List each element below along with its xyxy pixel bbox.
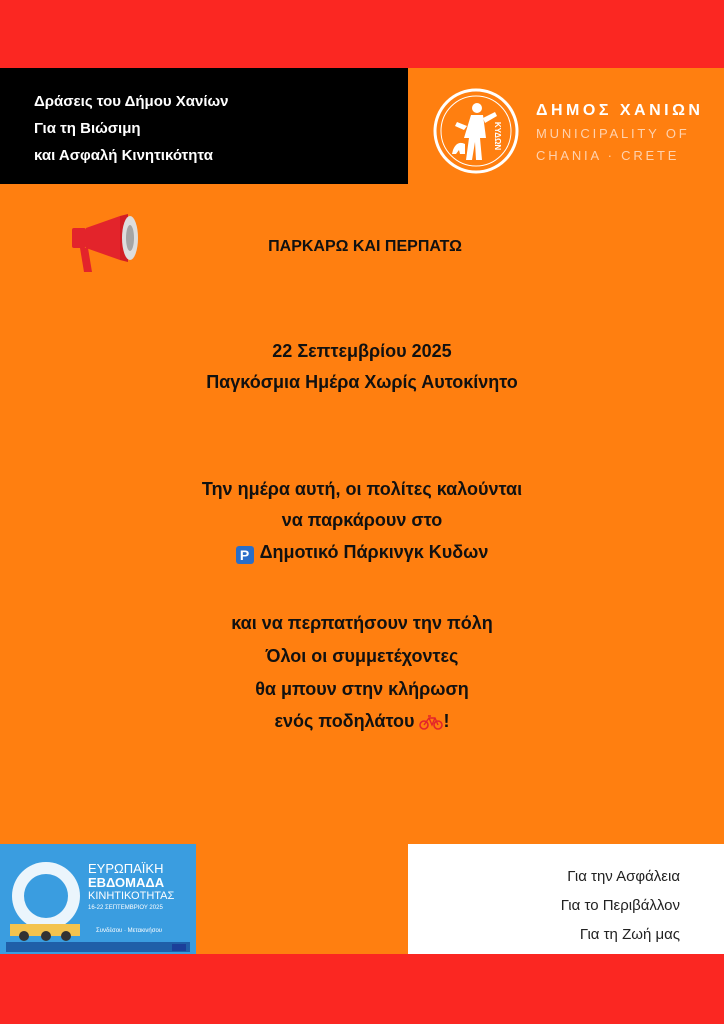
header-box xyxy=(0,68,408,184)
event-date: 22 Σεπτεμβρίου 2025 xyxy=(272,341,452,361)
banner-footer: Συνδέσου · Μετακινήσου xyxy=(96,928,163,934)
svg-text:ΚΥΔΩΝ: ΚΥΔΩΝ xyxy=(493,121,502,151)
body-line-7 xyxy=(0,711,724,732)
body-line-4: και να περπατήσουν την πόλη xyxy=(231,613,493,633)
body-line-1: Την ημέρα αυτή, οι πολίτες καλούνται xyxy=(201,479,523,499)
logo-subtitle-1: MUNICIPALITY OF xyxy=(536,126,690,141)
banner-dates: 16-22 ΣΕΠΤΕΜΒΡΙΟΥ 2025 xyxy=(88,905,163,911)
bottom-red-band xyxy=(0,954,724,1024)
banner-line-1: ΕΥΡΩΠΑΪΚΗ xyxy=(88,861,164,876)
municipality-logo xyxy=(428,84,718,180)
megaphone-icon xyxy=(70,214,142,276)
parking-name: Δημοτικό Πάρκινγκ Κυδων xyxy=(259,542,489,562)
logo-title-greek: ΔΗΜΟΣ ΧΑΝΙΩΝ xyxy=(536,102,704,119)
header-line-2: Για τη Βιώσιμη xyxy=(34,120,141,137)
bicycle-text: ενός ποδηλάτου xyxy=(274,711,415,731)
exclamation: ! xyxy=(443,711,450,731)
slogans-box xyxy=(408,844,724,954)
top-red-band xyxy=(0,0,724,68)
slogan-1: Για την Ασφάλεια xyxy=(567,868,680,885)
logo-subtitle-2: CHANIA · CRETE xyxy=(536,148,680,163)
mobility-week-banner xyxy=(0,844,196,954)
header-line-1: Δράσεις του Δήμου Χανίων xyxy=(34,93,229,110)
slogan-3: Για τη Ζωή μας xyxy=(579,926,680,943)
announcement-title: ΠΑΡΚΑΡΩ ΚΑΙ ΠΕΡΠΑΤΩ xyxy=(268,238,462,255)
banner-line-3: ΚΙΝΗΤΙΚΟΤΗΤΑΣ xyxy=(88,890,175,902)
body-line-5: Όλοι οι συμμετέχοντες xyxy=(265,646,459,666)
municipality-emblem xyxy=(431,86,521,176)
slogan-2: Για το Περιβάλλον xyxy=(560,897,680,914)
body-line-6: θα μπουν στην κλήρωση xyxy=(255,679,469,699)
parking-icon: P xyxy=(236,546,254,564)
event-name: Παγκόσμια Ημέρα Χωρίς Αυτοκίνητο xyxy=(206,372,518,392)
banner-line-2: ΕΒΔΟΜΑΔΑ xyxy=(88,875,165,890)
body-line-parking xyxy=(0,542,724,564)
bicycle-icon xyxy=(419,714,443,730)
body-line-2: να παρκάρουν στο xyxy=(281,510,443,530)
header-line-3: και Ασφαλή Κινητικότητα xyxy=(34,147,213,164)
